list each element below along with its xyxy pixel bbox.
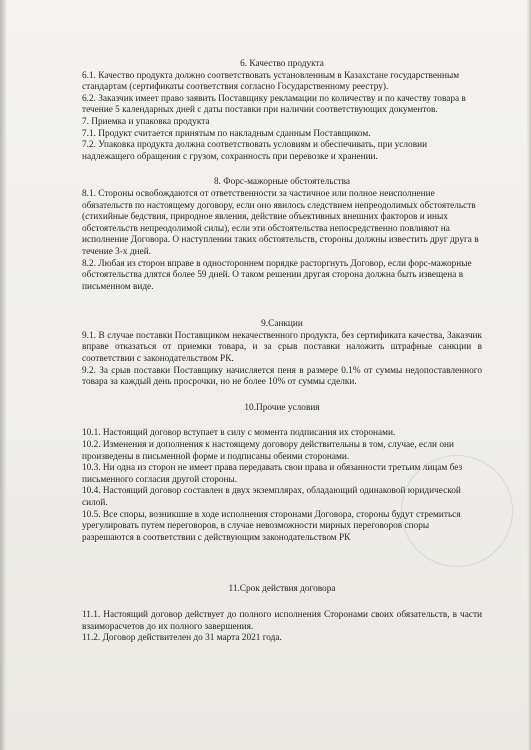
clause-7-2: 7.2. Упаковка продукта должна соответствовать условиям и обеспечивать, при условии надлежащего обращения с грузом, сохранность при перевозке и хранении. [82,140,428,162]
section-10-title: 10.Прочие условия [244,402,320,413]
clause-11-1: 11.1. Настоящий договор действует до полного исполнения Сторонами своих обязательств, в части взаиморасчетов до их полного завершения. [82,609,482,632]
page-edge-shadow-right [527,0,531,750]
clause-6-1: 6.1. Качество продукта должно соответствовать установленным в Казахстане государственным стандартам (сертификаты соответствия согласно Государственному реестру). [82,70,460,93]
clause-11-2: 11.2. Договор действителен до 31 марта 2021 года. [82,633,282,644]
clause-10-3: 10.3. Ни одна из сторон не имеет права передавать свои права и обязанности третьим лицам без письменного согласия другой стороны. [82,463,463,485]
section-8-title: 8. Форс-мажорные обстоятельства [213,177,351,188]
document-body [82,59,482,645]
section-11-title: 11.Срок действия договора [228,584,336,595]
page-edge-shadow [0,0,6,750]
clause-10-4: 10.4. Настоящий договор составлен в двух экземплярах, обладающий одинаковой юридической силой. [82,486,461,508]
clause-6-2: 6.2. Заказчик имеет право заявить Поставщику рекламации по количеству и по качеству товара в течение 5 календарных дней с даты поставки при наличии соответствующих документов. [82,93,466,116]
clause-10-5: 10.5. Все споры, возникшие в ходе исполнения сторонами Договора, стороны будут стремиться урегулировать путем переговоров, в случае невозможности мирных переговоров споры разрешаются в соответствии с действующим законодательством РК [82,509,461,543]
section-7-title: 7. Приемка и упаковка продукта [82,116,210,127]
clause-7-1: 7.1. Продукт считается принятым по накладным сданным Поставщиком. [82,128,371,139]
clause-9-2: 9.2. За срыв поставки Поставщику начисляется пеня в размере 0.1% от суммы недопоставленного товара за каждый день просрочки, но не более 10% от суммы сделки. [82,365,482,388]
clause-10-1: 10.1. Настоящий договор вступает в силу с момента подписания их сторонами. [82,428,396,439]
clause-10-2: 10.2. Изменения и дополнения к настоящему договору действительны в том, случае, если они произведены в письменной форме и подписаны обеими сторонами. [82,440,454,462]
clause-9-1: 9.1. В случае поставки Поставщиком некачественного продукта, без сертификата качества, Заказчик вправе отказаться от приемки товара, и за срыв поставки наложить штрафные санкции в соответствии с законодательством РК. [82,330,482,365]
clause-8-1: 8.1. Стороны освобождаются от ответственности за частичное или полное неисполнение обязательств по настоящему договору, если оно явилось следствием непреодолимых обстоятельств (стихийные бедствия, природное явления, действие объективных внешних факторов и иных обстоятельств непреодолимой силы), если эти обстоятельства непосредственно повлияют на исполнение Договора. О наступлении таких обстоятельств, стороны должны известить друг друга в течение 3-х дней. [82,188,479,257]
clause-8-2: 8.2. Любая из сторон вправе в одностороннем порядке расторгнуть Договор, если форс-мажорные обстоятельства длятся более 59 дней. О таком решении другая сторона должна быть извещена в письменном виде. [82,258,472,292]
section-9-title: 9.Санкции [261,319,303,330]
section-6-title: 6. Качество продукта [240,59,324,69]
